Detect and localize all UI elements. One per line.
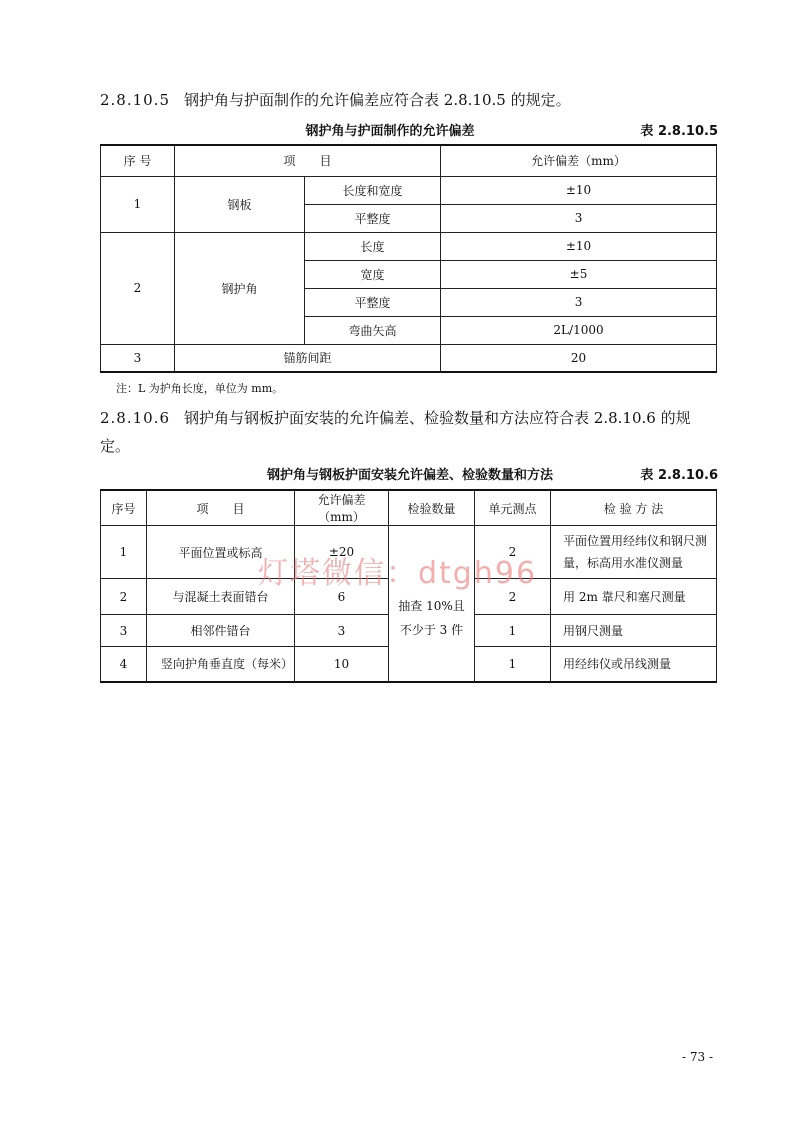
cell-value: 3 [441, 204, 717, 232]
cell-tolerance: 10 [295, 647, 389, 682]
page-number: - 73 - [682, 1050, 714, 1064]
header-quantity: 检验数量 [389, 490, 475, 526]
cell-sub: 弯曲矢高 [305, 316, 441, 344]
header-tolerance: 允许偏差（mm） [441, 145, 717, 176]
header-method: 检 验 方 法 [551, 490, 717, 526]
cell-sub: 平整度 [305, 204, 441, 232]
table-header-row [101, 145, 717, 176]
header-seq: 序号 [101, 490, 147, 526]
cell-seq: 4 [101, 647, 147, 682]
section-2-8-10-5 [100, 86, 720, 114]
cell-points: 2 [475, 526, 551, 579]
table-row [101, 232, 717, 260]
cell-sub: 平整度 [305, 288, 441, 316]
header-item: 项 目 [147, 490, 295, 526]
quantity-line-1: 抽查 10%且 [398, 599, 465, 614]
section-number: 2.8.10.5 [100, 91, 171, 109]
cell-method: 平面位置用经纬仪和钢尺测量，标高用水准仪测量 [551, 526, 717, 579]
cell-group: 钢护角 [175, 232, 305, 344]
cell-item: 竖向护角垂直度（每米） [147, 647, 295, 682]
cell-value: ±10 [441, 232, 717, 260]
cell-seq: 2 [101, 232, 175, 344]
cell-points: 1 [475, 615, 551, 647]
cell-tolerance: 6 [295, 579, 389, 615]
cell-value: ±5 [441, 260, 717, 288]
section-text: 钢护角与钢板护面安装的允许偏差、检验数量和方法应符合表 2.8.10.6 的规定。 [100, 409, 691, 455]
table-1-number: 表 2.8.10.5 [640, 124, 718, 139]
table-1-caption [100, 120, 720, 140]
table-1-note: 注：L 为护角长度，单位为 mm。 [116, 382, 284, 395]
section-2-8-10-6 [100, 404, 720, 460]
watermark: 灯塔微信：dtgh96 [258, 556, 538, 591]
table-row [101, 344, 717, 372]
cell-method: 用钢尺测量 [551, 615, 717, 647]
table-row [101, 176, 717, 204]
header-item: 项 目 [175, 145, 441, 176]
cell-points: 1 [475, 647, 551, 682]
cell-method: 用 2m 靠尺和塞尺测量 [551, 579, 717, 615]
cell-value: 3 [441, 288, 717, 316]
table-header-row [101, 490, 717, 526]
cell-sub: 长度和宽度 [305, 176, 441, 204]
table-1-title: 钢护角与护面制作的允许偏差 [305, 124, 475, 139]
cell-value: 20 [441, 344, 717, 372]
section-text: 钢护角与护面制作的允许偏差应符合表 2.8.10.5 的规定。 [184, 91, 571, 109]
cell-value: 2L/1000 [441, 316, 717, 344]
table-2-number: 表 2.8.10.6 [640, 468, 718, 483]
table-1 [100, 144, 717, 373]
section-number: 2.8.10.6 [100, 409, 171, 427]
header-tolerance: 允许偏差（mm） [295, 490, 389, 526]
cell-item: 平面位置或标高 [147, 526, 295, 579]
cell-tolerance: 3 [295, 615, 389, 647]
cell-sub: 宽度 [305, 260, 441, 288]
cell-tolerance: ±20 [295, 526, 389, 579]
cell-seq: 3 [101, 615, 147, 647]
cell-seq: 3 [101, 344, 175, 372]
table-2-title: 钢护角与钢板护面安装允许偏差、检验数量和方法 [266, 468, 553, 483]
cell-group: 钢板 [175, 176, 305, 232]
cell-item: 与混凝土表面错台 [147, 579, 295, 615]
cell-item: 相邻件错台 [147, 615, 295, 647]
cell-seq: 1 [101, 176, 175, 232]
cell-points: 2 [475, 579, 551, 615]
cell-seq: 1 [101, 526, 147, 579]
cell-seq: 2 [101, 579, 147, 615]
cell-method: 用经纬仪或吊线测量 [551, 647, 717, 682]
quantity-line-2: 不少于 3 件 [399, 623, 464, 638]
header-points: 单元测点 [475, 490, 551, 526]
header-seq: 序 号 [101, 145, 175, 176]
cell-item: 锚筋间距 [175, 344, 441, 372]
table-2-caption [100, 464, 720, 484]
cell-value: ±10 [441, 176, 717, 204]
cell-sub: 长度 [305, 232, 441, 260]
